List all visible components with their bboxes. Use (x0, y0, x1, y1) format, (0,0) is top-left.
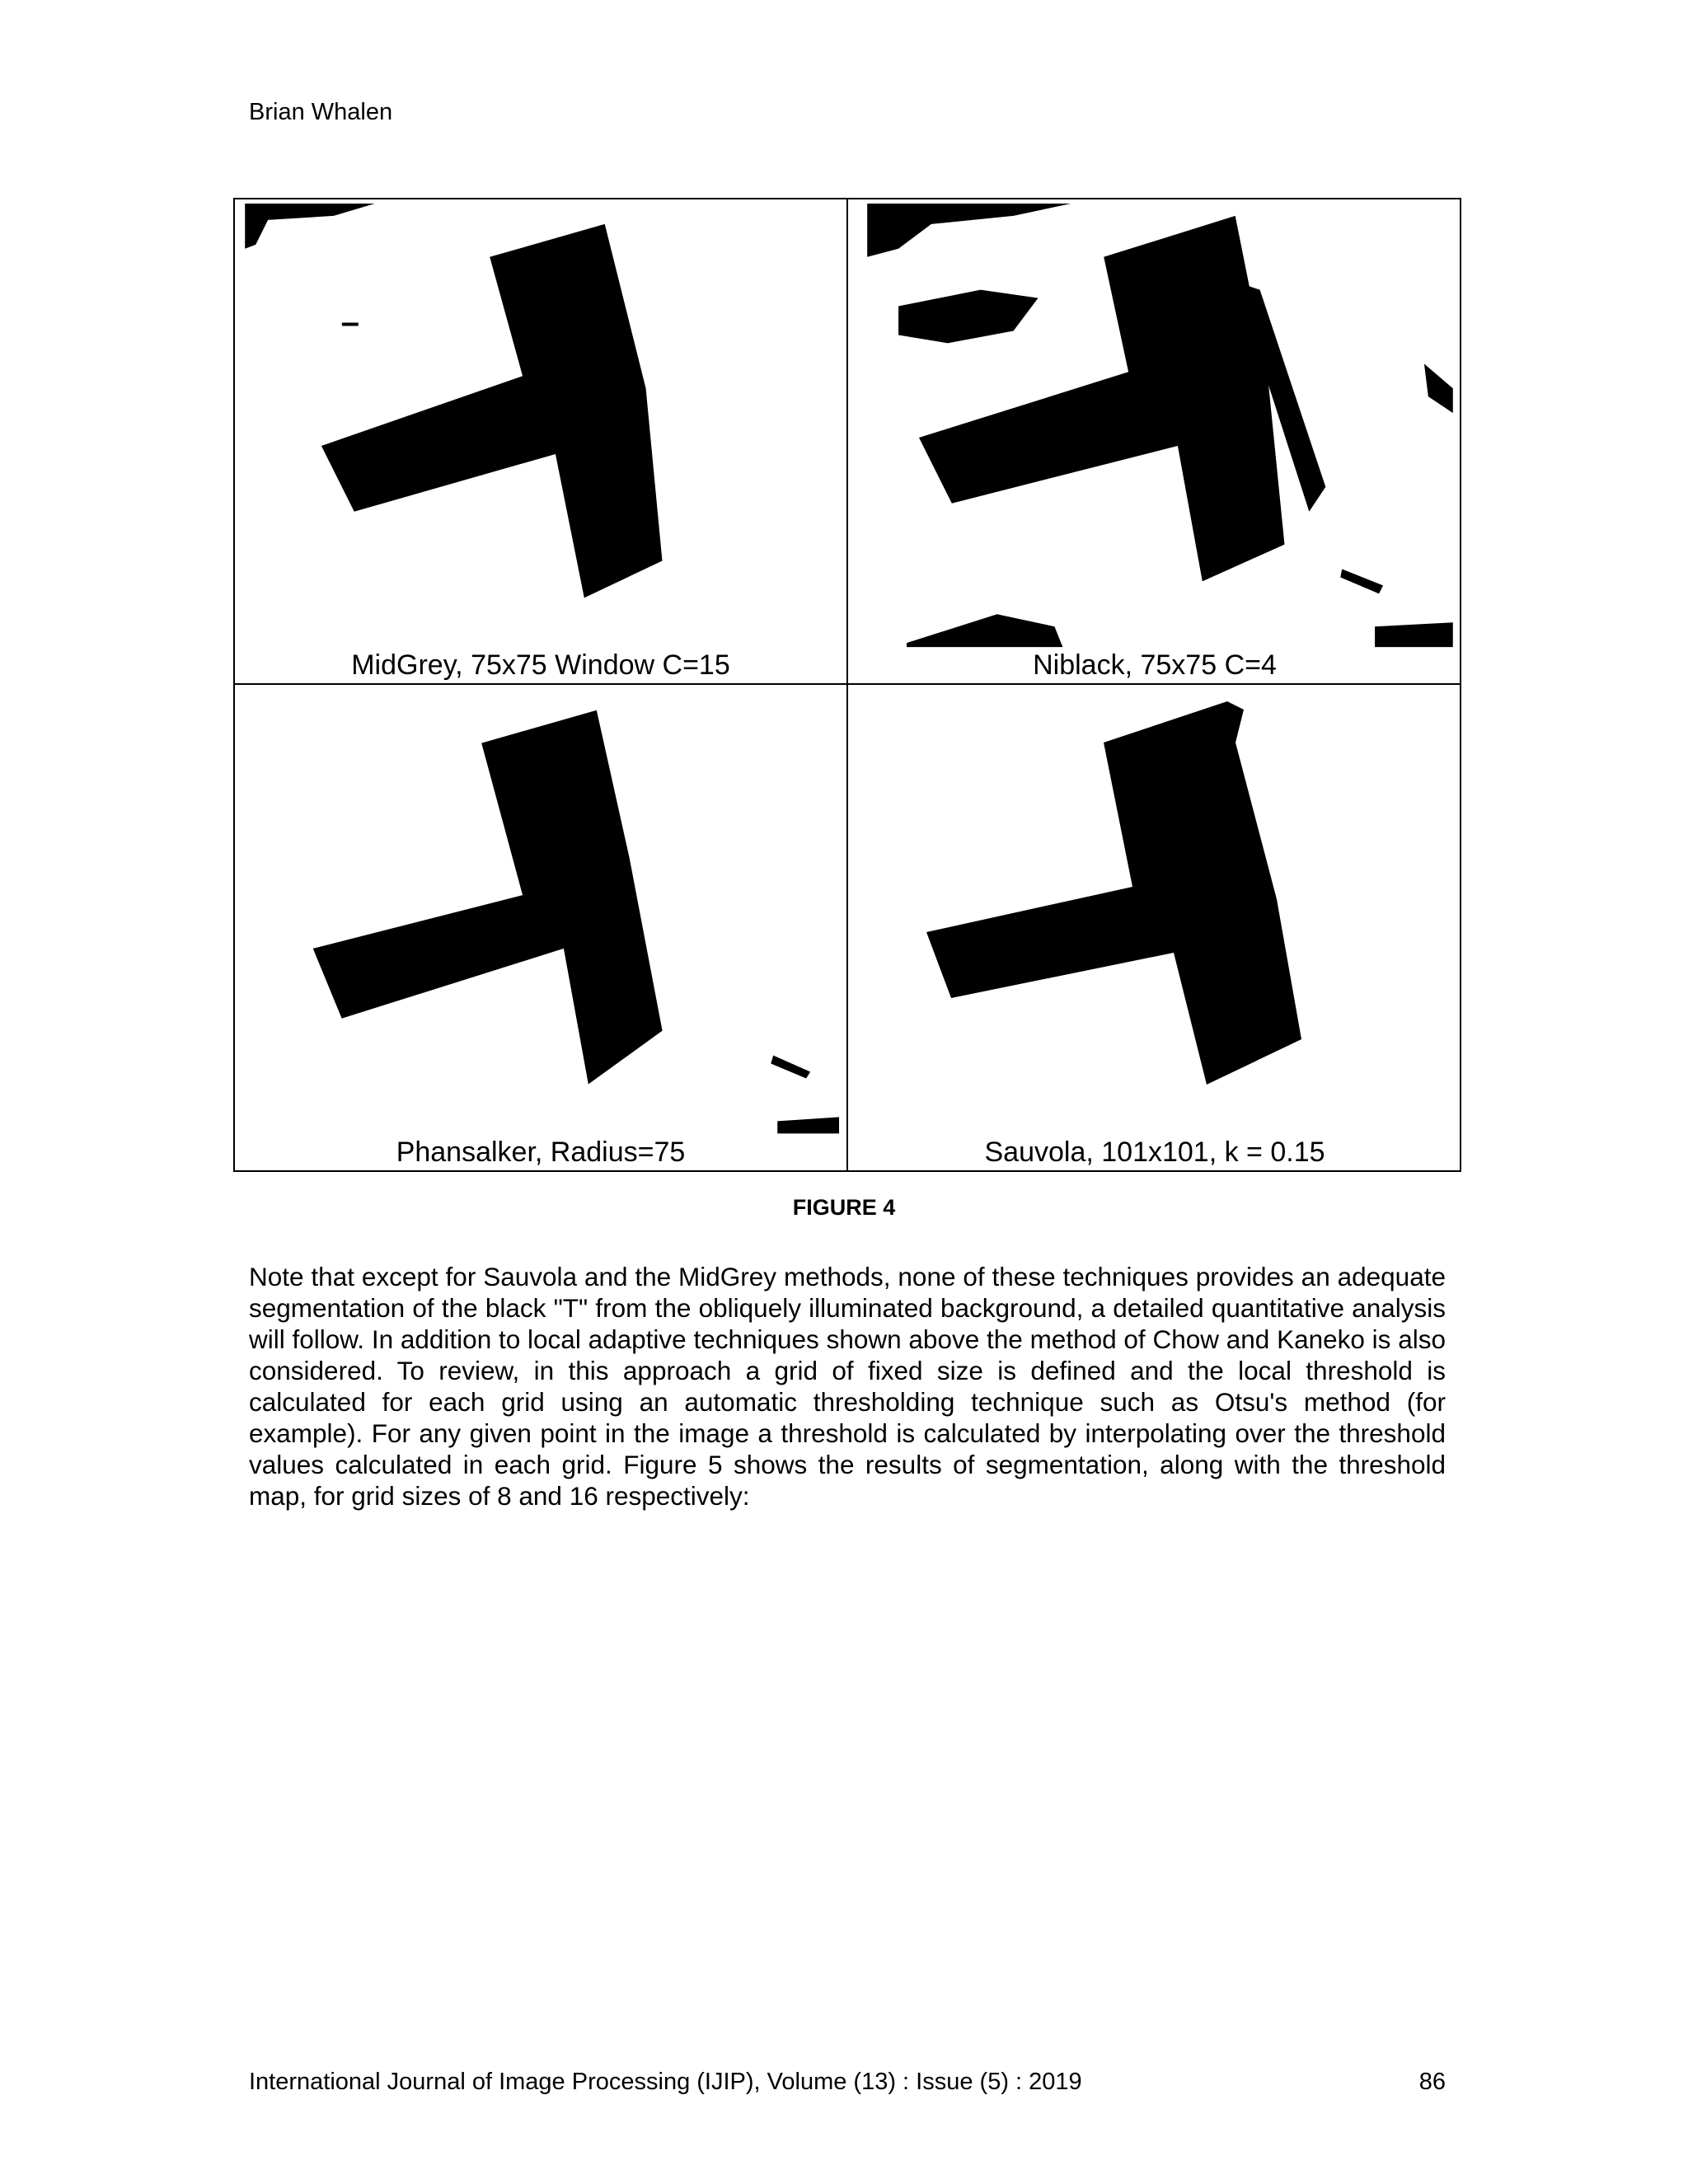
footer-page-number: 86 (1418, 2069, 1446, 2095)
panel-caption-sauvola: Sauvola, 101x101, k = 0.15 (984, 1137, 1325, 1168)
phansalker-threshold-image (235, 685, 846, 1170)
midgrey-threshold-image (235, 199, 846, 683)
figure-panel-midgrey (235, 199, 848, 685)
running-header-author: Brian Whalen (249, 99, 393, 125)
body-paragraph: Note that except for Sauvola and the MidGrey methods, none of these techniques provides an adequate segmentation of the black "T" from the obliquely illuminated background, a detailed quantitative analysis will follow. In addition to local adaptive techniques shown above the method of Chow and Kaneko is also considered. To review, in this approach a grid of fixed size is defined and the local threshold is calculated for each grid using an automatic thresholding technique such as Otsu's method (for example). For any given point in the image a threshold is calculated by interpolating over the threshold values calculated in each grid. Figure 5 shows the results of segmentation, along with the threshold map, for grid sizes of 8 and 16 respectively: (249, 1262, 1446, 1511)
panel-caption-midgrey: MidGrey, 75x75 Window C=15 (351, 649, 730, 681)
sauvola-threshold-image (848, 685, 1461, 1170)
figure-panel-phansalker (235, 685, 848, 1170)
panel-caption-phansalker: Phansalker, Radius=75 (396, 1137, 686, 1168)
panel-caption-niblack: Niblack, 75x75 C=4 (1033, 649, 1277, 681)
figure-label: FIGURE 4 (792, 1195, 896, 1220)
figure-panel-niblack (848, 199, 1461, 685)
niblack-threshold-image (848, 199, 1461, 683)
footer-journal-citation: International Journal of Image Processing (IJIP), Volume (13) : Issue (5) : 2019 (249, 2069, 1082, 2095)
figure-4-grid (233, 198, 1461, 1172)
figure-panel-sauvola (848, 685, 1461, 1170)
